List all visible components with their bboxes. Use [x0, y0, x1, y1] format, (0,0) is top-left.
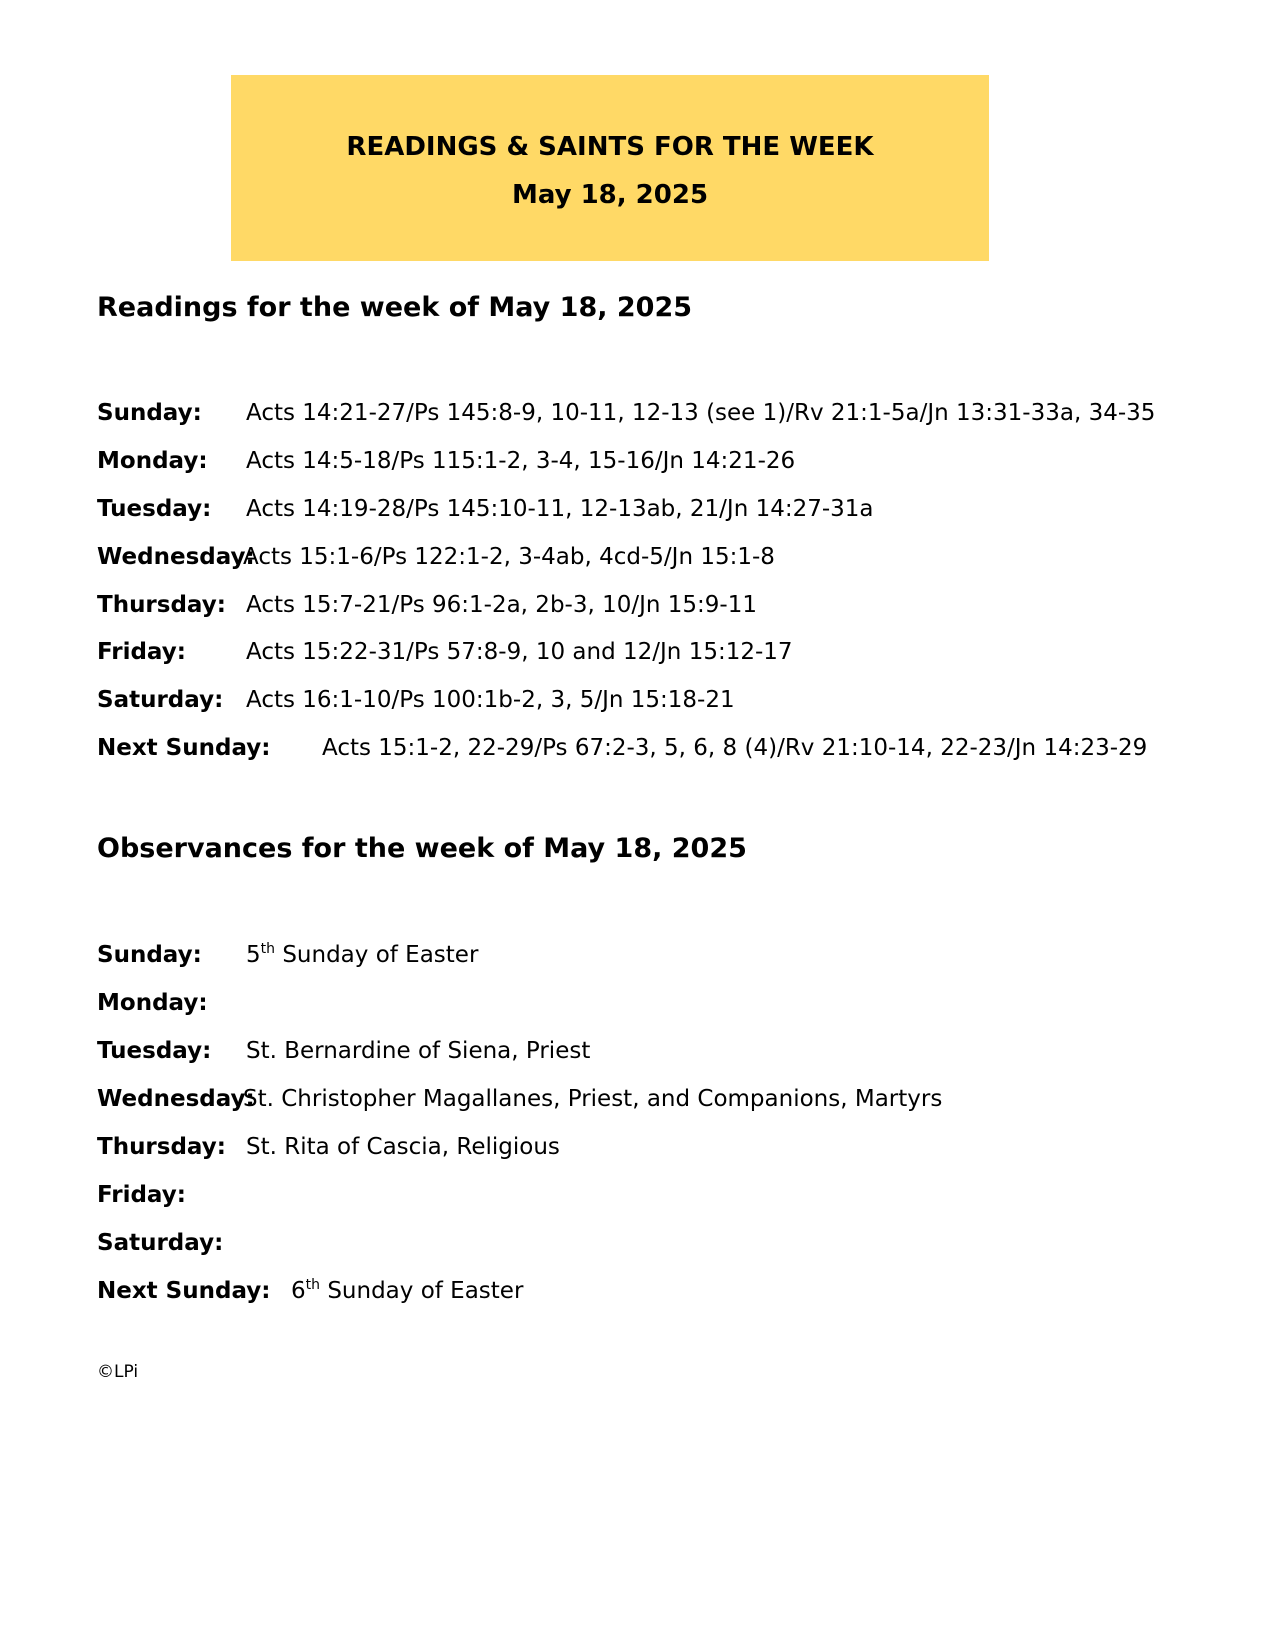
observance-name: Sunday of Easter — [275, 942, 479, 968]
day-label: Sunday: — [97, 942, 202, 968]
observance-text: St. Christopher Magallanes, Priest, and Companions, Martyrs — [243, 1086, 943, 1112]
day-label: Monday: — [97, 448, 208, 474]
day-label: Next Sunday: — [97, 1278, 271, 1304]
observances-heading: Observances for the week of May 18, 2025 — [97, 833, 747, 864]
day-label: Friday: — [97, 1182, 186, 1208]
day-label: Thursday: — [97, 1134, 226, 1160]
ordinal-suffix: th — [260, 941, 276, 957]
observance-text: St. Rita of Cascia, Religious — [246, 1134, 560, 1160]
banner-title: READINGS & SAINTS FOR THE WEEK — [346, 132, 874, 162]
day-label: Sunday: — [97, 400, 202, 426]
day-label: Saturday: — [97, 687, 224, 713]
readings-heading: Readings for the week of May 18, 2025 — [97, 292, 693, 323]
ordinal-number: 6 — [291, 1278, 306, 1304]
observance-text — [291, 1271, 523, 1311]
observance-text: St. Bernardine of Siena, Priest — [246, 1038, 591, 1064]
day-label: Saturday: — [97, 1230, 224, 1256]
title-banner — [231, 75, 989, 261]
reading-text: Acts 15:22-31/Ps 57:8-9, 10 and 12/Jn 15:12-17 — [246, 639, 793, 665]
reading-text: Acts 15:1-2, 22-29/Ps 67:2-3, 5, 6, 8 (4)/Rv 21:10-14, 22-23/Jn 14:23-29 — [322, 735, 1148, 761]
reading-text: Acts 15:1-6/Ps 122:1-2, 3-4ab, 4cd-5/Jn 15:1-8 — [243, 544, 775, 570]
observance-name: Sunday of Easter — [320, 1278, 524, 1304]
observance-text — [246, 935, 478, 975]
reading-text: Acts 14:5-18/Ps 115:1-2, 3-4, 15-16/Jn 14:21-26 — [246, 448, 796, 474]
day-label: Tuesday: — [97, 1038, 212, 1064]
reading-text: Acts 14:21-27/Ps 145:8-9, 10-11, 12-13 (see 1)/Rv 21:1-5a/Jn 13:31-33a, 34-35 — [246, 400, 1156, 426]
copyright-notice: ©LPi — [97, 1362, 139, 1382]
day-label: Monday: — [97, 990, 208, 1016]
day-label: Thursday: — [97, 592, 226, 618]
banner-date: May 18, 2025 — [511, 180, 709, 210]
day-label: Wednesday: — [97, 1086, 255, 1112]
day-label: Friday: — [97, 639, 186, 665]
day-label: Tuesday: — [97, 496, 212, 522]
ordinal-suffix: th — [305, 1277, 321, 1293]
day-label: Wednesday: — [97, 544, 255, 570]
reading-text: Acts 14:19-28/Ps 145:10-11, 12-13ab, 21/Jn 14:27-31a — [246, 496, 874, 522]
reading-text: Acts 15:7-21/Ps 96:1-2a, 2b-3, 10/Jn 15:9-11 — [246, 592, 757, 618]
day-label: Next Sunday: — [97, 735, 271, 761]
reading-text: Acts 16:1-10/Ps 100:1b-2, 3, 5/Jn 15:18-21 — [246, 687, 735, 713]
ordinal-number: 5 — [246, 942, 261, 968]
